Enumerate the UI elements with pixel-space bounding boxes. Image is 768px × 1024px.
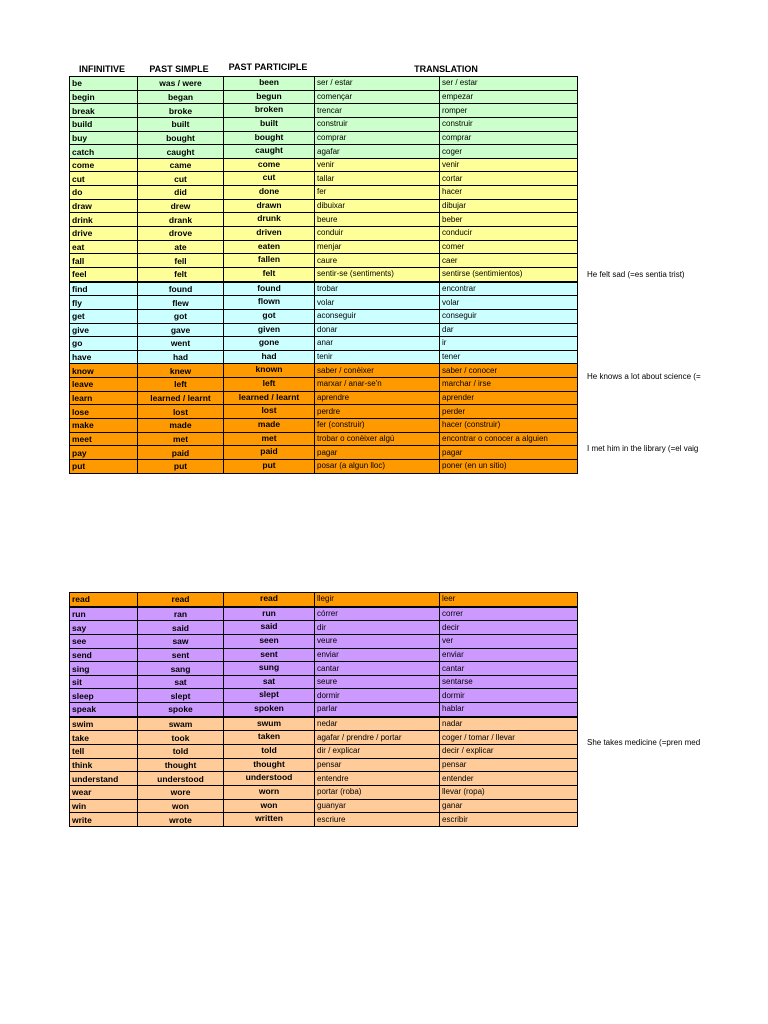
verb-row — [70, 432, 578, 446]
verb-row — [70, 267, 578, 281]
past-participle-cell: slept — [224, 689, 315, 703]
translation-catalan-cell: escriure — [315, 813, 440, 827]
infinitive-cell: feel — [70, 267, 138, 281]
past-participle-cell: lost — [224, 405, 315, 419]
infinitive-cell: learn — [70, 391, 138, 405]
translation-spanish-cell: entender — [440, 772, 578, 786]
infinitive-cell: catch — [70, 145, 138, 159]
verb-row — [70, 731, 578, 745]
translation-catalan-cell: començar — [315, 90, 440, 104]
infinitive-cell: cut — [70, 172, 138, 186]
past-participle-cell: flown — [224, 296, 315, 310]
translation-catalan-cell: donar — [315, 323, 440, 337]
past-simple-cell: told — [138, 745, 224, 759]
past-simple-cell: wrote — [138, 813, 224, 827]
verb-row — [70, 459, 578, 473]
infinitive-cell: have — [70, 350, 138, 364]
verb-row — [70, 172, 578, 186]
past-simple-cell: saw — [138, 634, 224, 648]
translation-catalan-cell: trencar — [315, 104, 440, 118]
past-simple-cell: had — [138, 350, 224, 364]
past-participle-cell: come — [224, 158, 315, 172]
infinitive-cell: speak — [70, 703, 138, 717]
past-simple-cell: got — [138, 309, 224, 323]
translation-spanish-cell: cantar — [440, 662, 578, 676]
translation-spanish-cell: ir — [440, 337, 578, 351]
infinitive-cell: drive — [70, 227, 138, 241]
past-simple-cell: thought — [138, 758, 224, 772]
translation-catalan-cell: aconseguir — [315, 309, 440, 323]
infinitive-cell: send — [70, 648, 138, 662]
translation-catalan-cell: pensar — [315, 758, 440, 772]
infinitive-cell: be — [70, 77, 138, 91]
past-participle-cell: gone — [224, 337, 315, 351]
infinitive-cell: do — [70, 186, 138, 200]
translation-catalan-cell: anar — [315, 337, 440, 351]
past-simple-cell: gave — [138, 323, 224, 337]
translation-spanish-cell: ver — [440, 634, 578, 648]
translation-catalan-cell: fer (construir) — [315, 419, 440, 433]
infinitive-cell: swim — [70, 717, 138, 731]
translation-spanish-cell: venir — [440, 158, 578, 172]
translation-catalan-cell: fer — [315, 186, 440, 200]
past-simple-cell: knew — [138, 364, 224, 378]
past-simple-cell: swam — [138, 717, 224, 731]
past-simple-cell: went — [138, 337, 224, 351]
past-simple-cell: ran — [138, 607, 224, 621]
verb-row — [70, 772, 578, 786]
translation-catalan-cell: trobar o conèixer algú — [315, 432, 440, 446]
verb-row — [70, 213, 578, 227]
infinitive-cell: get — [70, 309, 138, 323]
translation-spanish-cell: llevar (ropa) — [440, 785, 578, 799]
translation-spanish-cell: escribir — [440, 813, 578, 827]
past-simple-cell: felt — [138, 267, 224, 281]
past-participle-cell: won — [224, 799, 315, 813]
translation-spanish-cell: marchar / irse — [440, 378, 578, 392]
infinitive-cell: say — [70, 621, 138, 635]
past-participle-cell: had — [224, 350, 315, 364]
past-simple-cell: came — [138, 158, 224, 172]
past-participle-cell: sung — [224, 662, 315, 676]
verb-row — [70, 391, 578, 405]
verb-row — [70, 813, 578, 827]
verb-row — [70, 758, 578, 772]
past-participle-cell: begun — [224, 90, 315, 104]
verb-row — [70, 607, 578, 621]
translation-catalan-cell: saber / conèixer — [315, 364, 440, 378]
past-participle-cell: eaten — [224, 240, 315, 254]
past-participle-cell: caught — [224, 145, 315, 159]
translation-spanish-cell: decir — [440, 621, 578, 635]
verbs-table-2 — [69, 592, 578, 827]
verb-row — [70, 199, 578, 213]
translation-catalan-cell: agafar — [315, 145, 440, 159]
infinitive-cell: meet — [70, 432, 138, 446]
translation-spanish-cell: leer — [440, 593, 578, 607]
past-participle-cell: paid — [224, 446, 315, 460]
translation-catalan-cell: llegir — [315, 593, 440, 607]
verb-row — [70, 186, 578, 200]
past-participle-cell: left — [224, 378, 315, 392]
infinitive-cell: see — [70, 634, 138, 648]
translation-spanish-cell: dar — [440, 323, 578, 337]
translation-catalan-cell: posar (a algun lloc) — [315, 459, 440, 473]
past-participle-cell: bought — [224, 131, 315, 145]
translation-spanish-cell: pensar — [440, 758, 578, 772]
translation-catalan-cell: dormir — [315, 689, 440, 703]
translation-catalan-cell: conduir — [315, 227, 440, 241]
infinitive-cell: come — [70, 158, 138, 172]
translation-spanish-cell: ser / estar — [440, 77, 578, 91]
translation-spanish-cell: dormir — [440, 689, 578, 703]
past-simple-cell: lost — [138, 405, 224, 419]
translation-catalan-cell: dir / explicar — [315, 745, 440, 759]
infinitive-cell: tell — [70, 745, 138, 759]
translation-catalan-cell: menjar — [315, 240, 440, 254]
infinitive-cell: make — [70, 419, 138, 433]
translation-catalan-cell: construir — [315, 117, 440, 131]
past-participle-cell: swum — [224, 717, 315, 731]
translation-catalan-cell: parlar — [315, 703, 440, 717]
infinitive-cell: run — [70, 607, 138, 621]
past-participle-cell: got — [224, 309, 315, 323]
infinitive-cell: buy — [70, 131, 138, 145]
verb-row — [70, 350, 578, 364]
past-simple-cell: drank — [138, 213, 224, 227]
past-participle-cell: said — [224, 621, 315, 635]
infinitive-cell: draw — [70, 199, 138, 213]
verb-row — [70, 785, 578, 799]
translation-spanish-cell: empezar — [440, 90, 578, 104]
past-participle-cell: fallen — [224, 254, 315, 268]
translation-catalan-cell: comprar — [315, 131, 440, 145]
verb-row — [70, 799, 578, 813]
translation-spanish-cell: tener — [440, 350, 578, 364]
translation-spanish-cell: volar — [440, 296, 578, 310]
past-simple-cell: understood — [138, 772, 224, 786]
note-feel: He felt sad (=es sentia trist) — [587, 270, 685, 279]
verb-row — [70, 227, 578, 241]
past-participle-cell: run — [224, 607, 315, 621]
translation-catalan-cell: tenir — [315, 350, 440, 364]
translation-spanish-cell: encontrar — [440, 282, 578, 296]
past-simple-cell: caught — [138, 145, 224, 159]
translation-spanish-cell: correr — [440, 607, 578, 621]
translation-spanish-cell: pagar — [440, 446, 578, 460]
past-participle-cell: met — [224, 432, 315, 446]
verb-row — [70, 240, 578, 254]
past-participle-cell: worn — [224, 785, 315, 799]
verb-row — [70, 689, 578, 703]
translation-spanish-cell: hacer (construir) — [440, 419, 578, 433]
past-simple-cell: made — [138, 419, 224, 433]
infinitive-cell: leave — [70, 378, 138, 392]
past-simple-cell: drove — [138, 227, 224, 241]
past-participle-cell: learned / learnt — [224, 391, 315, 405]
infinitive-cell: lose — [70, 405, 138, 419]
past-participle-cell: driven — [224, 227, 315, 241]
translation-catalan-cell: guanyar — [315, 799, 440, 813]
translation-spanish-cell: caer — [440, 254, 578, 268]
infinitive-cell: take — [70, 731, 138, 745]
translation-spanish-cell: coger — [440, 145, 578, 159]
translation-spanish-cell: poner (en un sitio) — [440, 459, 578, 473]
translation-spanish-cell: coger / tomar / llevar — [440, 731, 578, 745]
verb-row — [70, 337, 578, 351]
verb-row — [70, 117, 578, 131]
translation-catalan-cell: dir — [315, 621, 440, 635]
past-participle-cell: thought — [224, 758, 315, 772]
past-simple-cell: broke — [138, 104, 224, 118]
verb-row — [70, 717, 578, 731]
infinitive-cell: read — [70, 593, 138, 607]
past-participle-cell: read — [224, 593, 315, 607]
translation-catalan-cell: aprendre — [315, 391, 440, 405]
verb-row — [70, 254, 578, 268]
past-simple-cell: won — [138, 799, 224, 813]
infinitive-cell: drink — [70, 213, 138, 227]
past-simple-cell: said — [138, 621, 224, 635]
verb-row — [70, 675, 578, 689]
past-simple-cell: learned / learnt — [138, 391, 224, 405]
verb-row — [70, 703, 578, 717]
verb-row — [70, 309, 578, 323]
translation-catalan-cell: veure — [315, 634, 440, 648]
verb-row — [70, 621, 578, 635]
translation-catalan-cell: dibuixar — [315, 199, 440, 213]
translation-spanish-cell: aprender — [440, 391, 578, 405]
verb-row — [70, 104, 578, 118]
translation-spanish-cell: hacer — [440, 186, 578, 200]
infinitive-cell: find — [70, 282, 138, 296]
verb-row — [70, 323, 578, 337]
past-participle-cell: felt — [224, 267, 315, 281]
translation-catalan-cell: venir — [315, 158, 440, 172]
translation-spanish-cell: comprar — [440, 131, 578, 145]
past-participle-cell: taken — [224, 731, 315, 745]
past-simple-cell: sat — [138, 675, 224, 689]
past-participle-cell: found — [224, 282, 315, 296]
verb-row — [70, 745, 578, 759]
infinitive-cell: sleep — [70, 689, 138, 703]
verb-row — [70, 446, 578, 460]
translation-catalan-cell: marxar / anar-se'n — [315, 378, 440, 392]
past-simple-cell: put — [138, 459, 224, 473]
verb-row — [70, 296, 578, 310]
translation-catalan-cell: tallar — [315, 172, 440, 186]
past-participle-cell: made — [224, 419, 315, 433]
past-simple-cell: sent — [138, 648, 224, 662]
verb-row — [70, 648, 578, 662]
translation-spanish-cell: conseguir — [440, 309, 578, 323]
translation-catalan-cell: entendre — [315, 772, 440, 786]
translation-spanish-cell: beber — [440, 213, 578, 227]
translation-spanish-cell: enviar — [440, 648, 578, 662]
header-infinitive: INFINITIVE — [78, 64, 125, 74]
translation-catalan-cell: perdre — [315, 405, 440, 419]
past-simple-cell: met — [138, 432, 224, 446]
past-simple-cell: began — [138, 90, 224, 104]
past-participle-cell: built — [224, 117, 315, 131]
infinitive-cell: go — [70, 337, 138, 351]
translation-catalan-cell: seure — [315, 675, 440, 689]
translation-catalan-cell: caure — [315, 254, 440, 268]
infinitive-cell: begin — [70, 90, 138, 104]
translation-spanish-cell: romper — [440, 104, 578, 118]
past-simple-cell: spoke — [138, 703, 224, 717]
past-participle-cell: told — [224, 745, 315, 759]
past-simple-cell: ate — [138, 240, 224, 254]
translation-catalan-cell: nedar — [315, 717, 440, 731]
past-participle-cell: sent — [224, 648, 315, 662]
infinitive-cell: give — [70, 323, 138, 337]
verb-row — [70, 378, 578, 392]
header-past-participle: PAST PARTICIPLE — [228, 62, 308, 72]
infinitive-cell: know — [70, 364, 138, 378]
infinitive-cell: eat — [70, 240, 138, 254]
infinitive-cell: win — [70, 799, 138, 813]
past-participle-cell: been — [224, 77, 315, 91]
verb-row — [70, 158, 578, 172]
translation-catalan-cell: portar (roba) — [315, 785, 440, 799]
infinitive-cell: think — [70, 758, 138, 772]
verb-row — [70, 419, 578, 433]
translation-catalan-cell: córrer — [315, 607, 440, 621]
verb-row — [70, 77, 578, 91]
translation-spanish-cell: construir — [440, 117, 578, 131]
note-know: He knows a lot about science (= — [587, 372, 701, 381]
verbs-table-1 — [69, 76, 578, 474]
past-participle-cell: drawn — [224, 199, 315, 213]
translation-spanish-cell: ganar — [440, 799, 578, 813]
past-participle-cell: broken — [224, 104, 315, 118]
past-simple-cell: flew — [138, 296, 224, 310]
translation-catalan-cell: beure — [315, 213, 440, 227]
past-simple-cell: bought — [138, 131, 224, 145]
past-participle-cell: understood — [224, 772, 315, 786]
past-simple-cell: fell — [138, 254, 224, 268]
translation-spanish-cell: nadar — [440, 717, 578, 731]
infinitive-cell: fall — [70, 254, 138, 268]
translation-spanish-cell: dibujar — [440, 199, 578, 213]
verb-row — [70, 364, 578, 378]
infinitive-cell: wear — [70, 785, 138, 799]
translation-spanish-cell: decir / explicar — [440, 745, 578, 759]
infinitive-cell: understand — [70, 772, 138, 786]
past-participle-cell: spoken — [224, 703, 315, 717]
header-translation: TRANSLATION — [414, 64, 478, 74]
past-participle-cell: given — [224, 323, 315, 337]
note-meet: I met him in the library (=el vaig — [587, 444, 699, 453]
translation-catalan-cell: sentir-se (sentiments) — [315, 267, 440, 281]
past-simple-cell: took — [138, 731, 224, 745]
past-simple-cell: was / were — [138, 77, 224, 91]
past-simple-cell: built — [138, 117, 224, 131]
translation-catalan-cell: trobar — [315, 282, 440, 296]
past-simple-cell: cut — [138, 172, 224, 186]
translation-catalan-cell: agafar / prendre / portar — [315, 731, 440, 745]
past-participle-cell: sat — [224, 675, 315, 689]
past-simple-cell: slept — [138, 689, 224, 703]
past-participle-cell: seen — [224, 634, 315, 648]
verb-row — [70, 405, 578, 419]
infinitive-cell: build — [70, 117, 138, 131]
translation-spanish-cell: cortar — [440, 172, 578, 186]
translation-spanish-cell: perder — [440, 405, 578, 419]
translation-spanish-cell: sentarse — [440, 675, 578, 689]
verb-row — [70, 593, 578, 607]
past-participle-cell: done — [224, 186, 315, 200]
infinitive-cell: pay — [70, 446, 138, 460]
past-simple-cell: read — [138, 593, 224, 607]
translation-catalan-cell: cantar — [315, 662, 440, 676]
translation-spanish-cell: sentirse (sentimientos) — [440, 267, 578, 281]
past-simple-cell: wore — [138, 785, 224, 799]
translation-spanish-cell: saber / conocer — [440, 364, 578, 378]
past-participle-cell: drunk — [224, 213, 315, 227]
past-simple-cell: did — [138, 186, 224, 200]
verb-row — [70, 131, 578, 145]
past-simple-cell: paid — [138, 446, 224, 460]
translation-spanish-cell: comer — [440, 240, 578, 254]
header-past-simple: PAST SIMPLE — [149, 64, 209, 74]
infinitive-cell: break — [70, 104, 138, 118]
past-simple-cell: found — [138, 282, 224, 296]
infinitive-cell: sing — [70, 662, 138, 676]
translation-catalan-cell: pagar — [315, 446, 440, 460]
translation-spanish-cell: conducir — [440, 227, 578, 241]
verb-row — [70, 662, 578, 676]
past-participle-cell: written — [224, 813, 315, 827]
note-take: She takes medicine (=pren med — [587, 738, 701, 747]
past-simple-cell: sang — [138, 662, 224, 676]
translation-catalan-cell: enviar — [315, 648, 440, 662]
translation-catalan-cell: ser / estar — [315, 77, 440, 91]
past-participle-cell: cut — [224, 172, 315, 186]
past-simple-cell: drew — [138, 199, 224, 213]
infinitive-cell: write — [70, 813, 138, 827]
past-simple-cell: left — [138, 378, 224, 392]
infinitive-cell: fly — [70, 296, 138, 310]
translation-catalan-cell: volar — [315, 296, 440, 310]
verb-row — [70, 634, 578, 648]
past-participle-cell: known — [224, 364, 315, 378]
infinitive-cell: sit — [70, 675, 138, 689]
verb-row — [70, 145, 578, 159]
verb-row — [70, 90, 578, 104]
translation-spanish-cell: encontrar o conocer a alguien — [440, 432, 578, 446]
past-participle-cell: put — [224, 459, 315, 473]
verb-row — [70, 282, 578, 296]
translation-spanish-cell: hablar — [440, 703, 578, 717]
infinitive-cell: put — [70, 459, 138, 473]
